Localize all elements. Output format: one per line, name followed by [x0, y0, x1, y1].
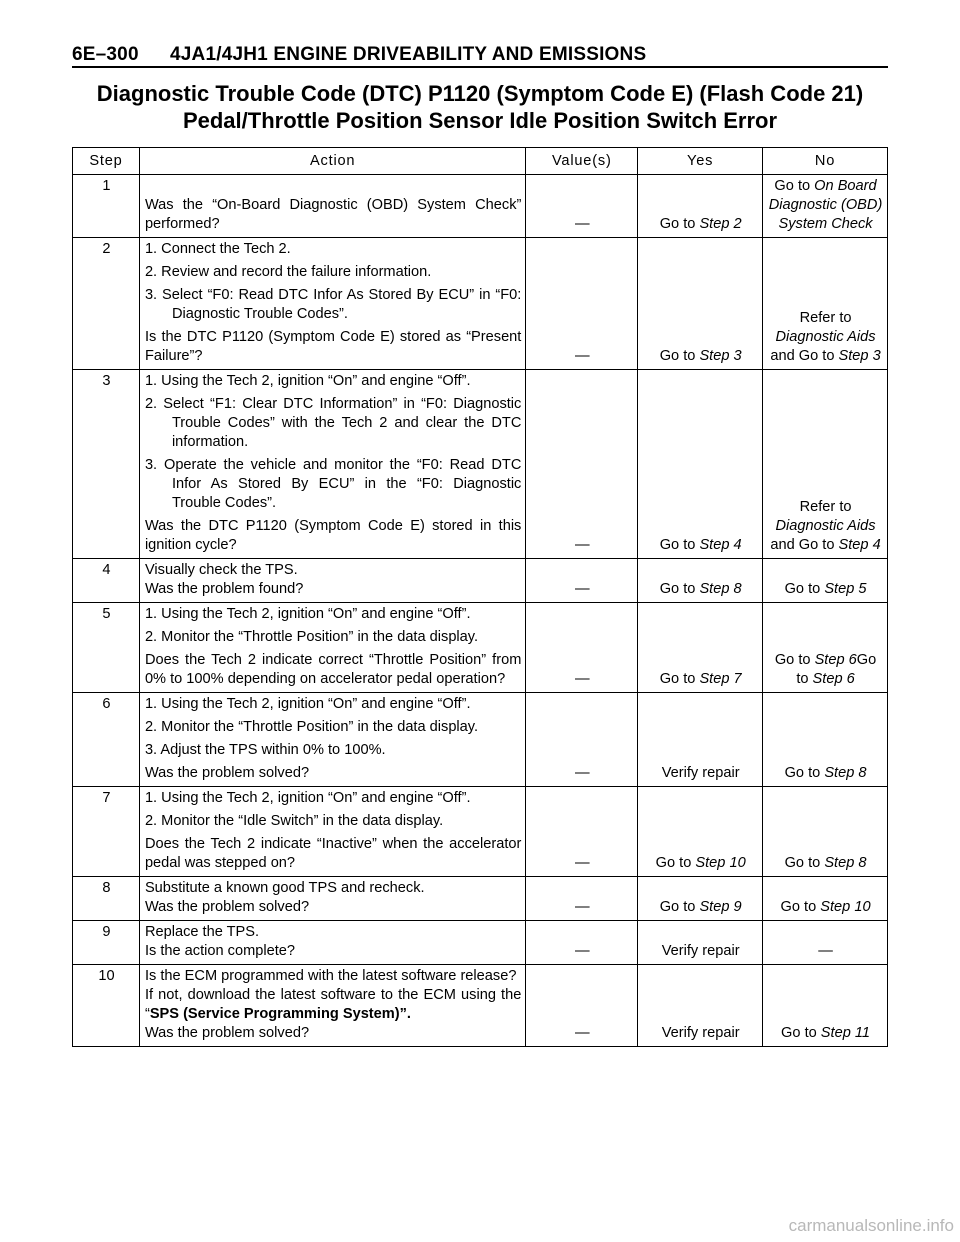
step-reference: Step 4	[838, 537, 881, 553]
result-prefix: Go to	[659, 581, 700, 597]
action-line: Was the problem solved?	[144, 1025, 310, 1041]
action-line: Visually check the TPS.	[144, 562, 298, 578]
step-reference: Step 6	[812, 671, 855, 687]
result-prefix: Go to	[655, 855, 696, 871]
header-no: No	[763, 148, 888, 175]
action-substep: 1. Using the Tech 2, ignition “On” and engine “Off”.	[144, 606, 471, 622]
table-row	[73, 921, 888, 965]
result-prefix: Go to	[781, 1025, 821, 1041]
action-cell	[139, 238, 525, 370]
yes-cell	[638, 965, 763, 1047]
action-question: Does the Tech 2 indicate correct “Throttle Position” from 0% to 100% depending on accelerator pedal operation?	[144, 652, 522, 687]
value-cell: —	[526, 559, 638, 603]
action-cell	[139, 787, 525, 877]
action-substep: 1. Using the Tech 2, ignition “On” and engine “Off”.	[144, 696, 471, 712]
result-prefix: Go to	[774, 652, 815, 668]
step-reference: Step 4	[699, 537, 742, 553]
result-connector: Go to	[796, 652, 877, 687]
step-reference: Step 2	[699, 216, 742, 232]
yes-cell	[638, 921, 763, 965]
action-substep: 2. Monitor the “Idle Switch” in the data display.	[144, 813, 444, 829]
action-cell	[139, 921, 525, 965]
no-cell	[763, 693, 888, 787]
action-substep: 2. Monitor the “Throttle Position” in the data display.	[144, 719, 479, 735]
step-reference: Diagnostic Aids	[775, 329, 876, 345]
action-substep: 3. Adjust the TPS within 0% to 100%.	[144, 742, 386, 758]
value-cell: —	[526, 877, 638, 921]
action-line: Was the problem found?	[144, 581, 304, 597]
table-row	[73, 370, 888, 559]
result-prefix: Go to	[659, 899, 700, 915]
action-cell	[139, 175, 525, 238]
result-connector: and Go to	[770, 348, 839, 364]
step-number: 8	[73, 877, 140, 921]
step-reference: On Board Diagnostic (OBD) System Check	[768, 178, 883, 232]
value-cell: —	[526, 965, 638, 1047]
table-row	[73, 965, 888, 1047]
document-title	[72, 80, 888, 134]
value-cell: —	[526, 238, 638, 370]
result-prefix: Go to	[784, 581, 825, 597]
no-cell	[763, 175, 888, 238]
header-values: Value(s)	[526, 148, 638, 175]
action-line: Is the ECM programmed with the latest software release?	[144, 968, 517, 984]
no-cell	[763, 965, 888, 1047]
action-substep: 1. Using the Tech 2, ignition “On” and engine “Off”.	[144, 790, 471, 806]
title-line-2: Pedal/Throttle Position Sensor Idle Position Switch Error	[182, 108, 778, 133]
table-row	[73, 238, 888, 370]
value-cell: —	[526, 693, 638, 787]
no-cell	[763, 921, 888, 965]
result-text: Verify repair	[661, 943, 740, 959]
action-cell	[139, 693, 525, 787]
value-cell: —	[526, 370, 638, 559]
watermark: carmanualsonline.info	[788, 1216, 954, 1235]
no-cell	[763, 603, 888, 693]
result-connector: and Go to	[770, 537, 839, 553]
header-yes: Yes	[638, 148, 763, 175]
action-line: Was the problem solved?	[144, 899, 310, 915]
action-substep: 1. Using the Tech 2, ignition “On” and engine “Off”.	[144, 373, 471, 389]
action-substep: 2. Select “F1: Clear DTC Information” in “F0: Diagnostic Trouble Codes” with the Tech 2 and clear the DTC information.	[144, 396, 522, 450]
step-reference: Step 8	[699, 581, 742, 597]
no-cell	[763, 370, 888, 559]
table-row	[73, 559, 888, 603]
no-cell	[763, 877, 888, 921]
action-substep: 2. Monitor the “Throttle Position” in the data display.	[144, 629, 479, 645]
result-prefix: Go to	[774, 178, 815, 194]
step-reference: Step 7	[699, 671, 742, 687]
table-row	[73, 693, 888, 787]
action-cell	[139, 559, 525, 603]
result-prefix: Go to	[784, 765, 825, 781]
step-number: 9	[73, 921, 140, 965]
sps-emphasis: SPS (Service Programming System)”.	[149, 1006, 411, 1022]
table-row	[73, 877, 888, 921]
step-reference: Step 9	[699, 899, 742, 915]
value-cell: —	[526, 787, 638, 877]
result-prefix: Go to	[784, 855, 825, 871]
action-question: Does the Tech 2 indicate “Inactive” when the accelerator pedal was stepped on?	[144, 836, 522, 871]
action-line: Replace the TPS.	[144, 924, 260, 940]
step-number: 6	[73, 693, 140, 787]
action-cell	[139, 603, 525, 693]
table-row	[73, 787, 888, 877]
action-substep: 3. Select “F0: Read DTC Infor As Stored By ECU” in “F0: Diagnostic Trouble Codes”.	[144, 287, 522, 322]
page-header	[72, 44, 888, 68]
action-question: Was the “On-Board Diagnostic (OBD) System Check” performed?	[144, 197, 522, 232]
table-header-row	[73, 148, 888, 175]
yes-cell	[638, 559, 763, 603]
table-row	[73, 175, 888, 238]
step-reference: Step 10	[695, 855, 746, 871]
result-prefix: Go to	[659, 671, 700, 687]
action-substep: 1. Connect the Tech 2.	[144, 241, 291, 257]
step-reference: Diagnostic Aids	[775, 518, 876, 534]
step-reference: Step 10	[820, 899, 871, 915]
page-number: 6E–300	[72, 44, 139, 65]
yes-cell	[638, 693, 763, 787]
diagnostic-table	[72, 147, 888, 1047]
action-substep: 3. Operate the vehicle and monitor the “F0: Read DTC Infor As Stored By ECU” in the “F0: Diagnostic Trouble Codes”.	[144, 457, 522, 511]
table-row	[73, 603, 888, 693]
action-cell	[139, 370, 525, 559]
step-reference: Step 8	[824, 765, 867, 781]
action-line: Is the action complete?	[144, 943, 296, 959]
action-cell	[139, 965, 525, 1047]
action-line: If not, download the latest software to the ECM using the “SPS (Service Programming System)”.	[144, 987, 522, 1022]
step-number: 1	[73, 175, 140, 238]
no-cell	[763, 787, 888, 877]
step-number: 5	[73, 603, 140, 693]
step-reference: Step 3	[699, 348, 742, 364]
action-question: Is the DTC P1120 (Symptom Code E) stored as “Present Failure”?	[144, 329, 522, 364]
section-title: 4JA1/4JH1 ENGINE DRIVEABILITY AND EMISSIONS	[170, 44, 647, 65]
header-step: Step	[73, 148, 140, 175]
yes-cell	[638, 787, 763, 877]
value-cell: —	[526, 175, 638, 238]
no-cell	[763, 559, 888, 603]
step-number: 4	[73, 559, 140, 603]
value-cell: —	[526, 603, 638, 693]
result-prefix: Refer to	[799, 499, 852, 515]
yes-cell	[638, 175, 763, 238]
result-text: Verify repair	[661, 765, 740, 781]
title-line-1: Diagnostic Trouble Code (DTC) P1120 (Symptom Code E) (Flash Code 21)	[96, 81, 864, 106]
action-line: Substitute a known good TPS and recheck.	[144, 880, 425, 896]
step-reference: Step 3	[838, 348, 881, 364]
step-reference: Step 6	[814, 652, 857, 668]
action-substep: 2. Review and record the failure information.	[144, 264, 432, 280]
result-prefix: Refer to	[799, 310, 852, 326]
step-reference: Step 11	[820, 1025, 871, 1041]
result-text: Verify repair	[661, 1025, 740, 1041]
step-reference: Step 8	[824, 855, 867, 871]
step-number: 7	[73, 787, 140, 877]
no-cell	[763, 238, 888, 370]
result-prefix: Go to	[780, 899, 821, 915]
action-question: Was the DTC P1120 (Symptom Code E) stored in this ignition cycle?	[144, 518, 522, 553]
result-prefix: Go to	[659, 216, 700, 232]
header-action: Action	[139, 148, 525, 175]
action-cell	[139, 877, 525, 921]
step-number: 3	[73, 370, 140, 559]
step-reference: Step 5	[824, 581, 867, 597]
result-text: —	[818, 943, 833, 959]
yes-cell	[638, 238, 763, 370]
action-question: Was the problem solved?	[144, 765, 310, 781]
step-number: 10	[73, 965, 140, 1047]
result-prefix: Go to	[659, 537, 700, 553]
yes-cell	[638, 603, 763, 693]
result-prefix: Go to	[659, 348, 700, 364]
yes-cell	[638, 877, 763, 921]
value-cell: —	[526, 921, 638, 965]
step-number: 2	[73, 238, 140, 370]
yes-cell	[638, 370, 763, 559]
